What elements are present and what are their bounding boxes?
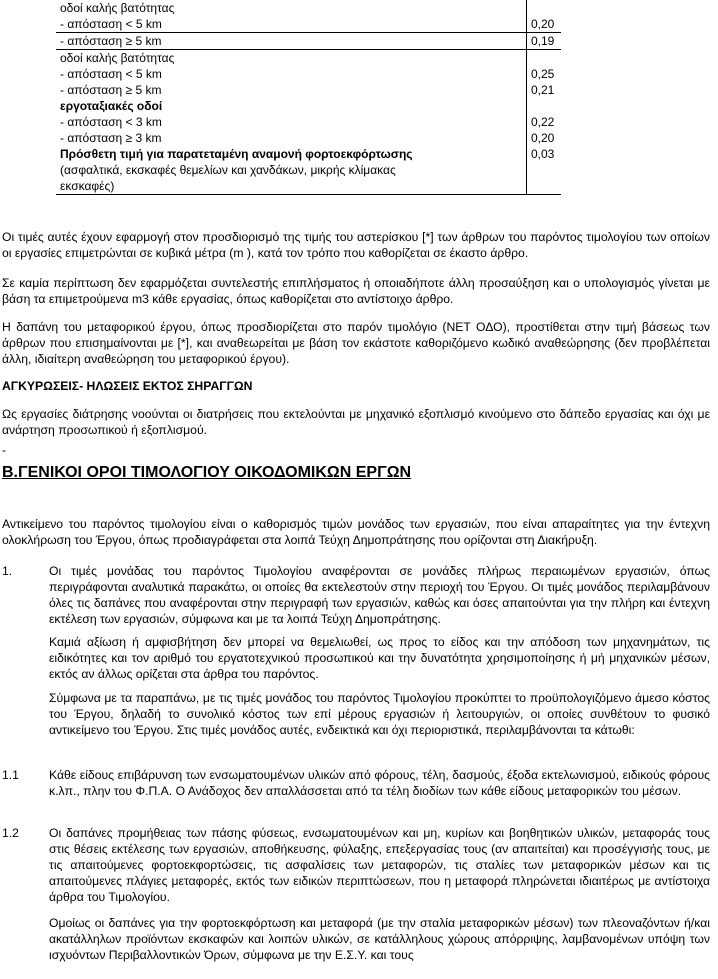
row-value: 0,20 bbox=[527, 130, 562, 146]
table-row bbox=[56, 50, 561, 67]
row-label: - απόσταση < 5 km bbox=[60, 67, 162, 81]
row-value: 0,20 bbox=[527, 16, 562, 33]
paragraph-drilling: Ως εργασίες διάτρησης νοούνται οι διατρήσεις που εκτελούνται με μηχανικό εξοπλισμό κινούμενο στο δάπεδο εργασίας και όχι με ανάρτηση προσωπικού ή εξοπλισμού. bbox=[2, 407, 710, 437]
row-label: - απόσταση < 5 km bbox=[56, 16, 527, 33]
row-label: - απόσταση ≥ 5 km bbox=[56, 33, 527, 50]
row-value: 0,25 bbox=[527, 66, 562, 82]
table-row bbox=[56, 82, 561, 98]
row-value: 0,19 bbox=[527, 33, 562, 50]
table-row bbox=[56, 114, 561, 130]
item-1-2-text-a: Οι δαπάνες προμήθειας των πάσης φύσεως, ενσωματουμένων και μη, κυρίων και βοηθητικών υλικών, μεταφοράς τους στις θέσεις εκτέλεσης των εργασιών, αποθήκευσης, φύλαξης, επεξεργασίας τους (αν απαιτείται) και προσέγγισής τους, με τις απαιτούμενες φορτοεκφορτώσεις, τις ασφαλίσεις των μεταφορών, τις σταλίες των μεταφορικών μέσων και τις απαιτούμενες πλάγιες μεταφορές, εκτός των ειδικών περιπτώσεων, που η μεταφορά πληρώνεται ιδιαιτέρως με αντίστοιχα άρθρα του Τιμολογίου. bbox=[49, 826, 710, 904]
row-label: εργοταξιακές οδοί bbox=[60, 99, 163, 113]
paragraph-transport-cost: Η δαπάνη του μεταφορικού έργου, όπως προσδιορίζεται στο παρόν τιμολόγιο (ΝΕΤ ΟΔΟ), προστίθεται στην τιμή βάσεως των άρθρων που επισημαίνονται με [*], και αναθεωρείται με βάση τον εκάστοτε καθοριζόμενο κωδικό αναθεώρησης (δεν προβλέπεται άλλη, ιδιαίτερη αναθεώρηση του μεταφορικού έργου). bbox=[2, 320, 710, 366]
row-label: - απόσταση ≥ 5 km bbox=[60, 83, 162, 97]
table-row bbox=[56, 66, 561, 82]
paragraph-object: Αντικείμενο του παρόντος τιμολογίου είναι ο καθορισμός τιμών μονάδος των εργασιών, που είναι απαραίτητες για την έντεχνη ολοκλήρωση του Έργου, όπως προδιαγράφεται στα λοιπά Τεύχη Δημοπράτησης που ορίζονται στη Διακήρυξη. bbox=[2, 517, 710, 547]
table-row bbox=[56, 146, 561, 162]
row-value: 0,21 bbox=[527, 82, 562, 98]
item-1-text-c: Σύμφωνα με τα παραπάνω, με τις τιμές μονάδος του παρόντος Τιμολογίου προκύπτει το προϋπολογιζόμενο άμεσο κόστος του Έργου, δηλαδή το συνολικό κόστος των επί μέρους εργασιών ή λειτουργιών, οι οποίες συνθέτουν το φυσικό αντικείμενο του Έργου. Στις τιμές μονάδος αυτές, ενδεικτικά και όχι περιοριστικά, περιλαμβάνονται τα κάτωθι: bbox=[49, 691, 710, 737]
paragraph-asterisk: Οι τιμές αυτές έχουν εφαρμογή στον προσδιορισμό της τιμής του αστερίσκου [*] των άρθρων του παρόντος τιμολογίου των οποίων οι εργασίες επιμετρώνται σε κυβικά μέτρα (m ), κατά τον τρόπο που καθορίζεται σε έκαστο άρθρο. bbox=[2, 230, 710, 260]
row-label: οδοί καλής βατότητας bbox=[60, 1, 175, 15]
section-heading-building-works: Β.ΓΕΝΙΚΟΙ ΟΡΟΙ ΤΙΜΟΛΟΓΙΟΥ ΟΙΚΟΔΟΜΙΚΩΝ ΕΡΓΩΝ bbox=[2, 464, 412, 481]
row-value: 0,22 bbox=[527, 114, 562, 130]
row-label: οδοί καλής βατότητας bbox=[60, 51, 175, 65]
row-value bbox=[527, 50, 562, 67]
table-row bbox=[56, 0, 561, 16]
rate-table bbox=[56, 0, 561, 195]
row-label: εκσκαφές) bbox=[56, 178, 527, 195]
table-row bbox=[56, 178, 561, 195]
row-value bbox=[527, 162, 562, 178]
table-row bbox=[56, 130, 561, 146]
paragraph-no-coefficient: Σε καμία περίπτωση δεν εφαρμόζεται συντελεστής επιπλήσματος ή οποιαδήποτε άλλη προσαύξηση και ο υπολογισμός γίνεται με βάση τα επιμετρούμενα m3 κάθε εργασίας, όπως καθορίζεται στο αντίστοιχο άρθρο. bbox=[2, 276, 710, 306]
item-1-text-a: Οι τιμές μονάδας του παρόντος Τιμολογίου αναφέρονται σε μονάδες πλήρως περαιωμένων εργασιών, όπως περιγράφονται αναλυτικά παρακάτω, οι οποίες θα εκτελεστούν στην περιοχή του Έργου. Οι τιμές μονάδος περιλαμβάνουν όλες τις δαπάνες που αναφέρονται στην περιγραφή των εργασιών, καθώς και όσες απαιτούνται για την πλήρη και έντεχνη εκτέλεση των εργασιών, σύμφωνα και με τα λοιπά Τεύχη Δημοπράτησης. bbox=[49, 564, 710, 626]
row-label: (ασφαλτικά, εκσκαφές θεμελίων και χανδάκων, μικρής κλίμακας bbox=[60, 163, 396, 177]
item-1-2-text-b: Ομοίως οι δαπάνες για την φορτοεκφόρτωση και μεταφορά (με την σταλία μεταφορικών μέσων) των πλεοναζόντων ή/και ακατάλληλων προϊόντων εκσκαφών και λοιπών υλικών, σε κατάλληλους χώρους απόρριψης, λαμβανομένων υπόψη των ισχυόντων Περιβαλλοντικών Όρων, σύμφωνα με την Ε.Σ.Υ. και τους bbox=[49, 916, 710, 962]
item-1-1-text: Κάθε είδους επιβάρυνση των ενσωματουμένων υλικών από φόρους, τέλη, δασμούς, έξοδα εκτελωνισμού, ειδικούς φόρους κ.λπ., πλην του Φ.Π.Α. Ο Ανάδοχος δεν απαλλάσσεται από τα τέλη διοδίων των κάθε είδους μεταφορικών του μέσων. bbox=[49, 768, 710, 798]
row-value bbox=[527, 0, 562, 16]
table-row bbox=[56, 16, 561, 33]
item-number-1: 1. bbox=[2, 564, 13, 578]
row-label: Πρόσθετη τιμή για παρατεταμένη αναμονή φορτοεκφόρτωσης bbox=[60, 147, 413, 161]
table-row bbox=[56, 33, 561, 50]
table-row bbox=[56, 98, 561, 114]
row-value: 0,03 bbox=[527, 146, 562, 162]
row-value bbox=[527, 178, 562, 195]
table-row bbox=[56, 162, 561, 178]
row-label: - απόσταση ≥ 3 km bbox=[60, 131, 162, 145]
item-1-text-b: Καμιά αξίωση ή αμφισβήτηση δεν μπορεί να θεμελιωθεί, ως προς το είδος και την απόδοση των μηχανημάτων, τις ειδικότητες και τον αριθμό του εργατοτεχνικού προσωπικού και την δυνατότητα χρησιμοποίησης ή μή μηχανικών μέσων, εκτός αν άλλως ορίζεται στα άρθρα του παρόντος. bbox=[49, 635, 710, 681]
dash-marker: - bbox=[2, 443, 7, 457]
row-label: - απόσταση < 3 km bbox=[60, 115, 162, 129]
item-number-1-2: 1.2 bbox=[2, 826, 19, 840]
row-value bbox=[527, 98, 562, 114]
item-number-1-1: 1.1 bbox=[2, 768, 19, 782]
section-heading-anchors: ΑΓΚΥΡΩΣΕΙΣ- ΗΛΩΣΕΙΣ ΕΚΤΟΣ ΣΗΡΑΓΓΩΝ bbox=[2, 379, 253, 393]
